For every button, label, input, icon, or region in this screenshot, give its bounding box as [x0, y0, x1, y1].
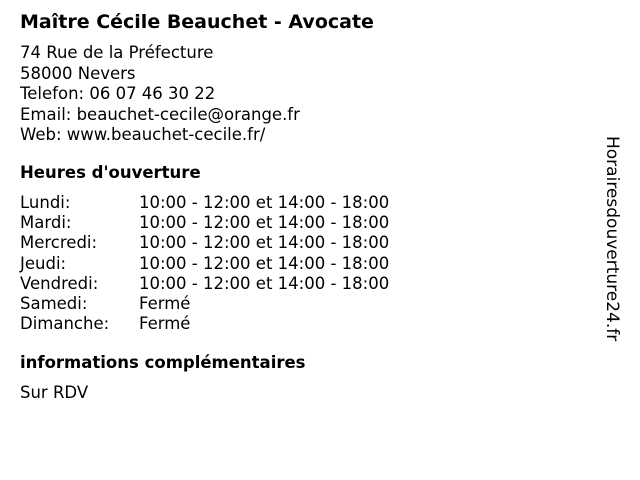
phone-line: Telefon: 06 07 46 30 22	[20, 84, 216, 103]
contact-block	[20, 43, 300, 146]
day-label: Vendredi:	[20, 273, 99, 293]
day-label: Jeudi:	[20, 253, 67, 273]
day-label: Dimanche:	[20, 314, 110, 334]
time-value: 10:00 - 12:00 et 14:00 - 18:00	[139, 193, 390, 212]
page-title: Maître Cécile Beauchet - Avocate	[20, 11, 374, 33]
site-watermark: Horairesdouverture24.fr	[602, 136, 622, 342]
day-label: Lundi:	[20, 193, 71, 212]
website-line: Web: www.beauchet-cecile.fr/	[20, 125, 266, 144]
info-heading: informations complémentaires	[20, 353, 306, 372]
time-value: Fermé	[139, 314, 191, 334]
time-value: 10:00 - 12:00 et 14:00 - 18:00	[139, 253, 390, 273]
address-city: 58000 Nevers	[20, 63, 136, 83]
time-value: 10:00 - 12:00 et 14:00 - 18:00	[139, 233, 390, 253]
hours-heading: Heures d'ouverture	[20, 163, 201, 182]
time-value: Fermé	[139, 293, 191, 313]
address-street: 74 Rue de la Préfecture	[20, 43, 214, 62]
day-label: Samedi:	[20, 293, 88, 313]
day-label: Mardi:	[20, 213, 72, 233]
day-label: Mercredi:	[20, 233, 98, 253]
time-value: 10:00 - 12:00 et 14:00 - 18:00	[139, 273, 390, 293]
email-line: Email: beauchet-cecile@orange.fr	[20, 104, 300, 124]
time-value: 10:00 - 12:00 et 14:00 - 18:00	[139, 213, 390, 233]
info-text: Sur RDV	[20, 383, 89, 402]
